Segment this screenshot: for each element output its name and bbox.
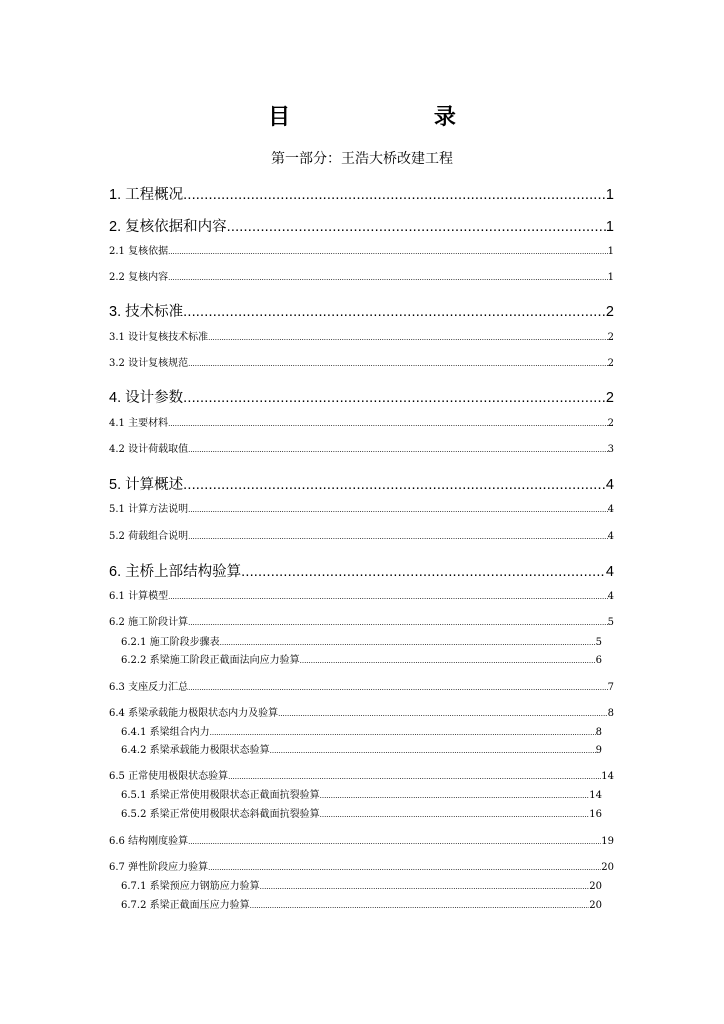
toc-entry-label: 4.2 设计荷载取值 bbox=[109, 444, 189, 455]
toc-entry[interactable] bbox=[109, 587, 614, 602]
toc-page-number: 19 bbox=[601, 836, 614, 847]
toc-entry-label: 6.5.2 系梁正常使用极限状态斜截面抗裂验算 bbox=[121, 809, 320, 820]
toc-page-number: 1 bbox=[607, 272, 614, 283]
toc-page-number: 4 bbox=[607, 504, 614, 515]
toc-leader-dots bbox=[210, 729, 596, 737]
toc-entry-label: 2.2 复核内容 bbox=[109, 272, 169, 283]
toc-entry[interactable] bbox=[109, 832, 614, 847]
toc-entry[interactable] bbox=[121, 723, 602, 738]
toc-entry-label: 6.7.1 系梁预应力钢筋应力验算 bbox=[121, 881, 260, 892]
toc-leader-dots bbox=[188, 619, 608, 627]
toc-entry[interactable] bbox=[109, 242, 614, 257]
toc-entry[interactable] bbox=[121, 651, 602, 666]
toc-entry-label: 6.4.1 系梁组合内力 bbox=[121, 727, 210, 738]
toc-leader-dots bbox=[168, 248, 608, 256]
toc-page-number: 20 bbox=[589, 900, 602, 911]
toc-leader-dots bbox=[220, 639, 596, 647]
toc-leader-dots bbox=[260, 883, 590, 891]
toc-entry[interactable] bbox=[109, 613, 614, 628]
toc-entry-label: 2. 复核依据和内容 bbox=[109, 219, 227, 235]
toc-leader-dots bbox=[188, 506, 608, 514]
toc-entry[interactable] bbox=[121, 805, 602, 820]
toc-entry[interactable] bbox=[109, 215, 614, 236]
toc-leader-dots bbox=[228, 773, 601, 781]
toc-entry[interactable] bbox=[109, 183, 614, 204]
toc-leader-dots bbox=[278, 710, 608, 718]
toc-entry-label: 3.1 设计复核技术标准 bbox=[109, 332, 209, 343]
toc-page-number: 6 bbox=[595, 655, 602, 666]
toc-entry[interactable] bbox=[109, 268, 614, 283]
toc-page-number: 8 bbox=[607, 708, 614, 719]
toc-page-number: 4 bbox=[605, 477, 614, 493]
toc-entry[interactable] bbox=[109, 414, 614, 429]
toc-leader-dots bbox=[168, 593, 608, 601]
page-title: 目 录 bbox=[268, 105, 524, 130]
toc-entry-label: 6.3 支座反力汇总 bbox=[109, 682, 189, 693]
toc-entry-label: 3.2 设计复核规范 bbox=[109, 358, 189, 369]
toc-leader-dots bbox=[300, 657, 596, 665]
toc-page-number: 2 bbox=[607, 358, 614, 369]
toc-leader-dots bbox=[188, 533, 608, 541]
toc-entry[interactable] bbox=[121, 786, 602, 801]
toc-page-number: 2 bbox=[605, 304, 614, 320]
toc-entry-label: 6.4.2 系梁承载能力极限状态验算 bbox=[121, 745, 270, 756]
toc-page-number: 5 bbox=[595, 637, 602, 648]
toc-entry[interactable] bbox=[109, 354, 614, 369]
toc-leader-dots bbox=[183, 477, 606, 493]
toc-page-number: 14 bbox=[589, 790, 602, 801]
toc-entry[interactable] bbox=[109, 858, 614, 873]
toc-leader-dots bbox=[270, 747, 596, 755]
toc-entry[interactable] bbox=[121, 633, 602, 648]
toc-entry-label: 6.7.2 系梁正截面压应力验算 bbox=[121, 900, 250, 911]
toc-page-number: 16 bbox=[589, 809, 602, 820]
toc-leader-dots bbox=[168, 420, 608, 428]
toc-entry-label: 6.1 计算模型 bbox=[109, 591, 169, 602]
toc-entry-label: 2.1 复核依据 bbox=[109, 246, 169, 257]
toc-entry-label: 4. 设计参数 bbox=[109, 390, 184, 406]
toc-entry[interactable] bbox=[109, 440, 614, 455]
toc-entry-label: 6.2.1 施工阶段步骤表 bbox=[121, 637, 220, 648]
toc-leader-dots bbox=[183, 187, 606, 203]
toc-entry[interactable] bbox=[109, 767, 614, 782]
toc-entry-label: 5.1 计算方法说明 bbox=[109, 504, 189, 515]
toc-leader-dots bbox=[320, 792, 590, 800]
toc-leader-dots bbox=[241, 564, 606, 580]
toc-leader-dots bbox=[208, 334, 608, 342]
toc-entry[interactable] bbox=[109, 473, 614, 494]
toc-entry-label: 6.2 施工阶段计算 bbox=[109, 617, 189, 628]
toc-entry-label: 6.7 弹性阶段应力验算 bbox=[109, 862, 209, 873]
toc-leader-dots bbox=[320, 811, 590, 819]
toc-entry-label: 1. 工程概况 bbox=[109, 187, 184, 203]
toc-leader-dots bbox=[168, 274, 608, 282]
toc-leader-dots bbox=[208, 864, 601, 872]
toc-page-number: 7 bbox=[607, 682, 614, 693]
toc-page-number: 20 bbox=[601, 862, 614, 873]
toc-leader-dots bbox=[188, 360, 608, 368]
toc-leader-dots bbox=[227, 219, 606, 235]
toc-leader-dots bbox=[250, 902, 590, 910]
toc-entry-label: 6.5.1 系梁正常使用极限状态正截面抗裂验算 bbox=[121, 790, 320, 801]
toc-entry[interactable] bbox=[121, 741, 602, 756]
toc-leader-dots bbox=[188, 446, 608, 454]
toc-entry-label: 5.2 荷载组合说明 bbox=[109, 531, 189, 542]
toc-entry[interactable] bbox=[109, 527, 614, 542]
toc-leader-dots bbox=[183, 390, 606, 406]
toc-page-number: 3 bbox=[607, 444, 614, 455]
toc-entry-label: 6. 主桥上部结构验算 bbox=[109, 564, 242, 580]
toc-entry[interactable] bbox=[109, 386, 614, 407]
toc-page-number: 1 bbox=[605, 219, 614, 235]
toc-page-number: 5 bbox=[607, 617, 614, 628]
toc-entry-label: 6.4 系梁承载能力极限状态内力及验算 bbox=[109, 708, 279, 719]
toc-page-number: 4 bbox=[607, 531, 614, 542]
toc-entry-label: 6.5 正常使用极限状态验算 bbox=[109, 771, 229, 782]
toc-page-number: 20 bbox=[589, 881, 602, 892]
toc-page-number: 9 bbox=[595, 745, 602, 756]
toc-entry-label: 5. 计算概述 bbox=[109, 477, 184, 493]
toc-leader-dots bbox=[188, 838, 601, 846]
toc-leader-dots bbox=[183, 304, 606, 320]
toc-entry[interactable] bbox=[109, 704, 614, 719]
toc-page-number: 4 bbox=[605, 564, 614, 580]
toc-entry-label: 6.2.2 系梁施工阶段正截面法向应力验算 bbox=[121, 655, 300, 666]
toc-entry[interactable] bbox=[109, 300, 614, 321]
toc-entry-label: 3. 技术标准 bbox=[109, 304, 184, 320]
toc-entry[interactable] bbox=[109, 678, 614, 693]
toc-page-number: 2 bbox=[605, 390, 614, 406]
toc-page-number: 1 bbox=[607, 246, 614, 257]
toc-leader-dots bbox=[188, 684, 608, 692]
toc-entry[interactable] bbox=[109, 328, 614, 343]
toc-entry-label: 4.1 主要材料 bbox=[109, 418, 169, 429]
page-subtitle: 第一部分：王浩大桥改建工程 bbox=[271, 151, 453, 167]
toc-page-number: 4 bbox=[607, 591, 614, 602]
toc-entry-label: 6.6 结构刚度验算 bbox=[109, 836, 189, 847]
toc-page-number: 14 bbox=[601, 771, 614, 782]
toc-page-number: 2 bbox=[607, 418, 614, 429]
toc-page-number: 1 bbox=[605, 187, 614, 203]
toc-page-number: 2 bbox=[607, 332, 614, 343]
toc-page-number: 8 bbox=[595, 727, 602, 738]
toc-entry[interactable] bbox=[109, 560, 614, 581]
toc-entry[interactable] bbox=[121, 896, 602, 911]
toc-entry[interactable] bbox=[121, 877, 602, 892]
toc-entry[interactable] bbox=[109, 500, 614, 515]
